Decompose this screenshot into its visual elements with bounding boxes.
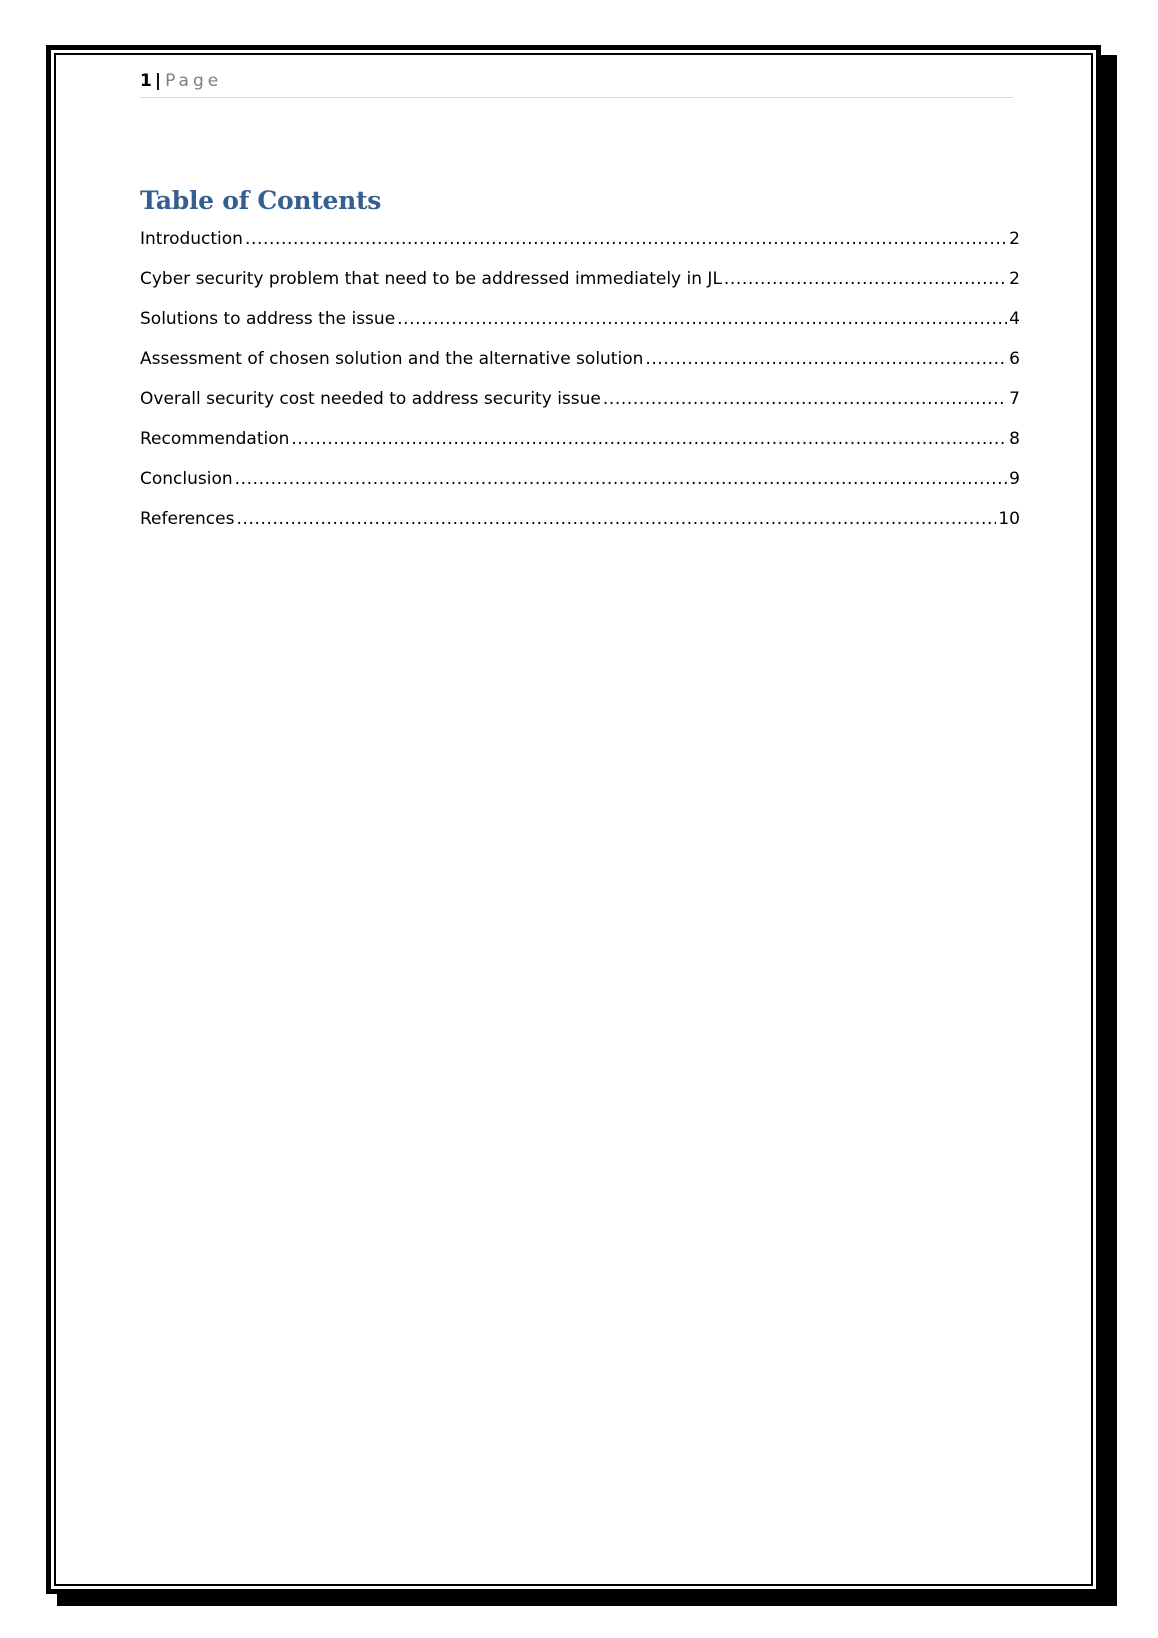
dot-leader [236,504,996,534]
page-header [140,69,1013,98]
toc-entry-label: References [140,509,235,529]
toc-entry-page: 10 [998,509,1020,529]
page-number: 1 [140,71,152,91]
toc-entry-label: Solutions to address the issue [140,309,396,329]
toc-entry-page: 9 [1009,469,1020,489]
page-word: Page [165,71,223,91]
page-number-separator: | [154,71,162,91]
toc-entry-label: Cyber security problem that need to be addressed immediately in JL [140,269,722,289]
toc-entry-page: 4 [1009,309,1020,329]
toc-entry-security-cost[interactable] [140,384,1020,424]
toc-entry-label: Introduction [140,229,243,249]
toc-entry-page: 2 [1009,269,1020,289]
toc-entry-references[interactable] [140,504,1020,544]
dot-leader [397,304,1007,334]
toc-entry-cyber-security-problem[interactable] [140,264,1020,304]
toc-entry-solutions[interactable] [140,304,1020,344]
toc-entry-label: Recommendation [140,429,290,449]
dot-leader [645,344,1007,374]
toc-entry-label: Conclusion [140,469,233,489]
toc-entry-label: Assessment of chosen solution and the alternative solution [140,349,644,369]
toc-entry-recommendation[interactable] [140,424,1020,464]
dot-leader [245,224,1007,254]
toc-entry-page: 2 [1009,229,1020,249]
toc-entry-page: 6 [1009,349,1020,369]
dot-leader [724,264,1007,294]
table-of-contents [140,224,1020,544]
dot-leader [291,424,1007,454]
toc-entry-label: Overall security cost needed to address security issue [140,389,601,409]
dot-leader [603,384,1007,414]
dot-leader [235,464,1008,494]
toc-entry-conclusion[interactable] [140,464,1020,504]
toc-entry-assessment[interactable] [140,344,1020,384]
toc-title: Table of Contents [140,186,382,215]
toc-entry-page: 7 [1009,389,1020,409]
toc-entry-introduction[interactable] [140,224,1020,264]
toc-entry-page: 8 [1009,429,1020,449]
